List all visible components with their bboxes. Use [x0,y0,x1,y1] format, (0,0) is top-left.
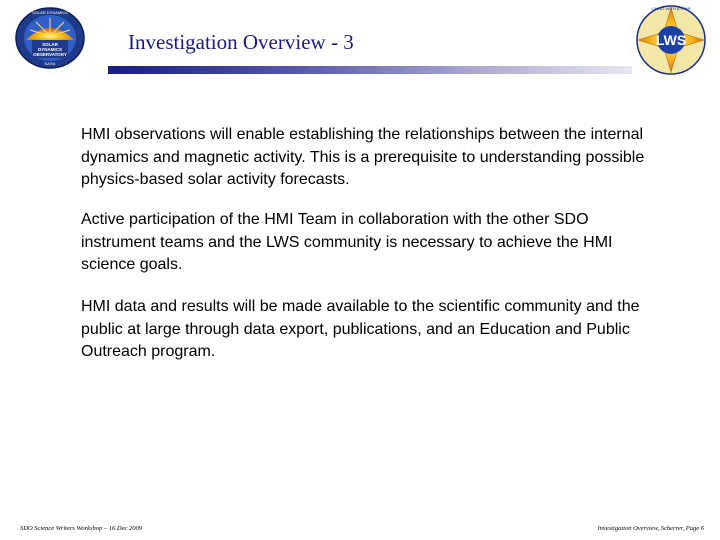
sdo-logo-top-text: SOLAR DYNAMICS [32,10,68,15]
paragraph-participation: Active participation of the HMI Team in collaboration with the other SDO instrument teams and the LWS community is necessary to achieve the HMI science goals. [81,211,613,273]
paragraph-observations: HMI observations will enable establishing the relationships between the internal dynamics and magnetic activity. This is a prerequisite to understanding possible physics-based solar activity forecasts. [81,126,645,188]
footer-right: Investigation Overview, Scherrer, Page 6 [597,525,704,532]
sdo-logo [14,6,86,70]
lws-logo [632,2,710,78]
sdo-logo-line-3: OBSERVATORY [33,52,67,57]
sdo-logo-line-2: DYNAMICS [37,47,63,52]
sdo-logo-bottom-text: NASA [44,61,56,66]
footer-left: SDO Science Writers Workshop – 16 Dec 2009 [20,525,142,532]
lws-logo-ring-text: LIVING WITH A STAR [651,6,691,11]
slide-title: Investigation Overview - 3 [128,30,354,54]
sdo-logo-line-1: SOLAR [42,42,58,47]
paragraph-data-results: HMI data and results will be made available to the scientific community and the public at large through data export, publications, and an Education and Public Outreach program. [81,298,640,360]
title-underline-bar [108,66,632,74]
lws-logo-center-text: LWS [655,32,687,48]
